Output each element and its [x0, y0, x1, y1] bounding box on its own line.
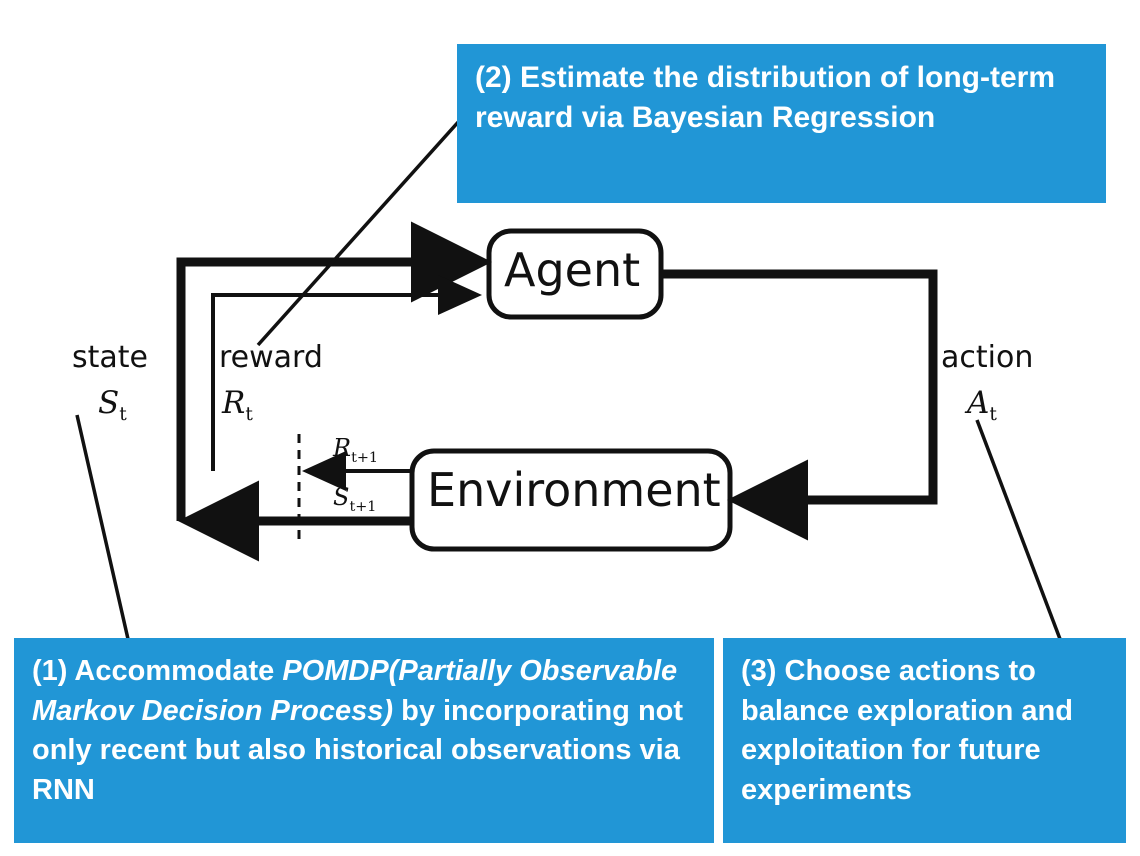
state-next-symbol-base: S	[333, 483, 350, 511]
reward-symbol-base: R	[222, 385, 246, 421]
reward-symbol-subscript: t	[245, 404, 253, 426]
callout-3-leader	[977, 420, 1060, 639]
agent-label: Agent	[504, 243, 641, 297]
state-edge-label: state	[72, 340, 148, 375]
state-symbol-base: S	[98, 385, 120, 421]
action-symbol-base: A	[967, 385, 990, 421]
callout-1-leader	[77, 415, 128, 639]
callout-3-segment-1: (3) Choose actions to balance exploration and exploitation for future experiments	[741, 655, 1073, 807]
callout-2-segment-1: (2) Estimate the distribution of long-term reward via Bayesian Regression	[475, 61, 1056, 134]
callout-1-segment-1: (1) Accommodate	[32, 655, 283, 687]
callout-accommodate-pomdp	[14, 638, 714, 843]
callout-choose-actions	[723, 638, 1126, 843]
state-next-symbol-subscript: t+1	[349, 498, 377, 515]
state-next-symbol	[333, 483, 376, 515]
reward-next-symbol-subscript: t+1	[351, 449, 379, 466]
action-edge-label: action	[941, 340, 1034, 375]
reward-next-symbol-base: R	[333, 434, 352, 462]
action-symbol-subscript: t	[989, 404, 997, 426]
reward-edge-label: reward	[219, 340, 323, 375]
state-symbol-subscript: t	[119, 404, 127, 426]
callout-2-text	[475, 61, 1055, 134]
callout-estimate-distribution	[457, 44, 1106, 203]
callout-3-text	[741, 655, 1073, 806]
action-symbol	[967, 385, 997, 425]
callout-1-segment-2-italic: POMDP(Partially Observable Markov Decision Process)	[32, 655, 678, 727]
state-symbol	[98, 385, 127, 425]
environment-label: Environment	[427, 463, 721, 517]
callout-1-segment-3: by incorporating not only recent but also historical observations via RNN	[32, 694, 684, 807]
callout-1-text	[32, 655, 683, 806]
callout-2-leader	[258, 120, 460, 345]
reward-next-symbol	[333, 434, 378, 466]
reward-symbol	[222, 385, 253, 425]
